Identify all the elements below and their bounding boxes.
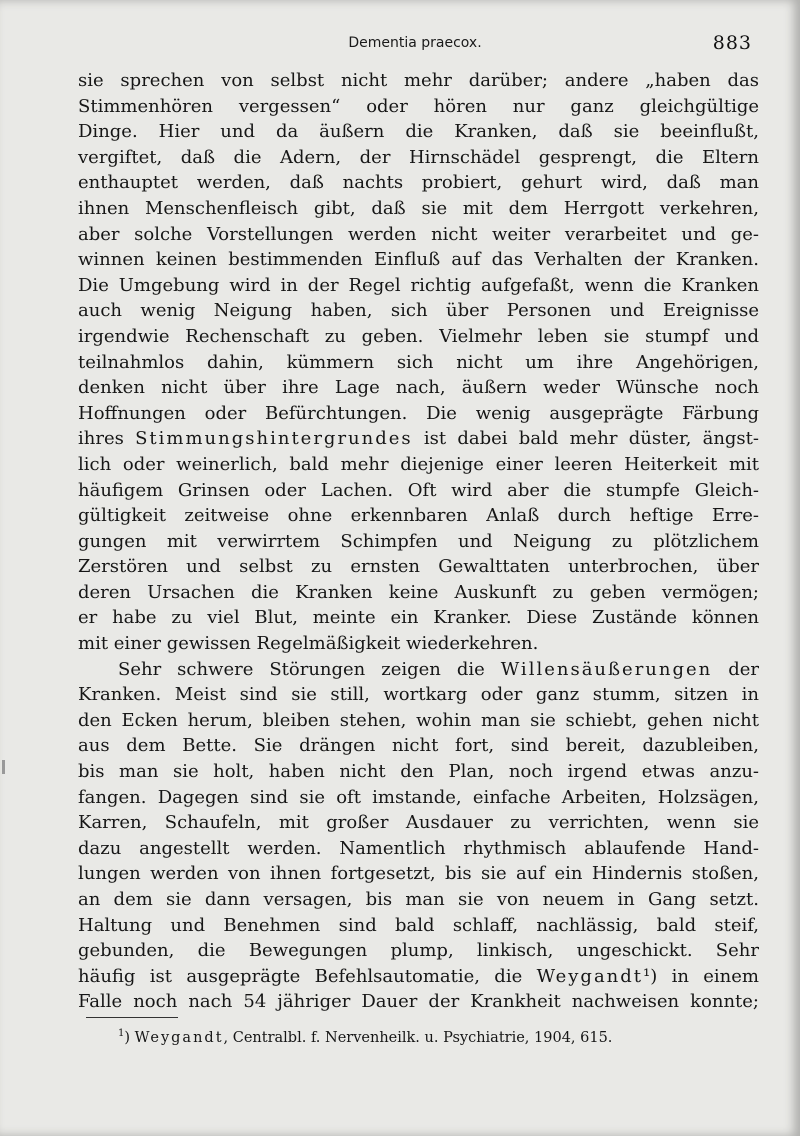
text-line: Hoffnungen oder Befürchtungen. Die wenig ausgeprägte Färbung — [78, 402, 759, 424]
text-line: häufig ist ausgeprägte Befehlsautomatie, die Weygandt¹) in einem — [78, 965, 759, 987]
text-line: gungen mit verwirrtem Schimpfen und Neigung zu plötzlichem — [78, 530, 759, 552]
page-number: 883 — [712, 32, 752, 54]
text-line: er habe zu viel Blut, meinte ein Kranker. Diese Zustände können — [78, 607, 759, 629]
text-line: enthauptet werden, daß nachts probiert, gehurt wird, daß man — [78, 172, 759, 194]
text-line: lungen werden von ihnen fortgesetzt, bis sie auf ein Hindernis stoßen, — [78, 863, 759, 885]
text-line: an dem sie dann versagen, bis man sie von neuem in Gang setzt. — [78, 889, 759, 910]
text-line: dazu angestellt werden. Namentlich rhythmisch ablaufende Hand- — [78, 837, 759, 859]
text-line: teilnahmlos dahin, kümmern sich nicht um ihre Angehörigen, — [78, 351, 759, 373]
text-line: gültigkeit zeitweise ohne erkennbaren Anlaß durch heftige Erre- — [78, 505, 759, 527]
text-line: gebunden, die Bewegungen plump, linkisch, ungeschickt. Sehr — [78, 940, 759, 962]
margin-mark — [2, 760, 5, 774]
text-line: aus dem Bette. Sie drängen nicht fort, sind bereit, dazubleiben, — [78, 735, 759, 757]
text-line: Haltung und Benehmen sind bald schlaff, nachlässig, bald steif, — [78, 914, 759, 936]
text-line: mit einer gewissen Regelmäßigkeit wiederkehren. — [78, 633, 539, 655]
text-line: Dinge. Hier und da äußern die Kranken, daß sie beeinflußt, — [78, 121, 759, 143]
text-line: häufigem Grinsen oder Lachen. Oft wird aber die stumpfe Gleich- — [78, 479, 759, 501]
footnote-marker: 1 — [118, 1028, 125, 1039]
text-line: Die Umgebung wird in der Regel richtig aufgefaßt, wenn die Kranken — [78, 274, 759, 296]
text-line: winnen keinen bestimmenden Einfluß auf das Verhalten der Kranken. — [78, 249, 759, 271]
text-line: Stimmenhören vergessen“ oder hören nur ganz gleichgültige — [78, 95, 759, 117]
footnote-text: ) Weygandt, Centralbl. f. Nervenheilk. u. Psychiatrie, 1904, 615. — [124, 1029, 613, 1046]
text-line: lich oder weinerlich, bald mehr diejenige einer leeren Heiterkeit mit — [78, 453, 759, 475]
footnote-rule — [86, 1017, 178, 1018]
body-text — [78, 68, 759, 1015]
text-line: ihnen Menschenfleisch gibt, daß sie mit dem Herrgott verkehren, — [78, 197, 759, 219]
text-line: aber solche Vorstellungen werden nicht weiter verarbeitet und ge- — [78, 223, 759, 245]
text-line: bis man sie holt, haben nicht den Plan, noch irgend etwas anzu- — [78, 761, 759, 783]
text-line: Karren, Schaufeln, mit großer Ausdauer zu verrichten, wenn sie — [78, 812, 759, 834]
text-line: Sehr schwere Störungen zeigen die Willensäußerungen der — [118, 658, 759, 680]
text-line: auch wenig Neigung haben, sich über Personen und Ereignisse — [78, 300, 759, 322]
text-line: vergiftet, daß die Adern, der Hirnschädel gesprengt, die Eltern — [78, 146, 759, 168]
text-line: Falle noch nach 54 jähriger Dauer der Krankheit nachweisen konnte; — [78, 991, 759, 1013]
running-title: Dementia praecox. — [348, 35, 482, 51]
text-line: den Ecken herum, bleiben stehen, wohin man sie schiebt, gehen nicht — [78, 709, 759, 731]
text-line: denken nicht über ihre Lage nach, äußern weder Wünsche noch — [78, 377, 759, 399]
text-line: Zerstören und selbst zu ernsten Gewalttaten unterbrochen, über — [78, 556, 759, 578]
footnote — [118, 1024, 758, 1048]
text-line: irgendwie Rechenschaft zu geben. Vielmehr leben sie stumpf und — [78, 325, 759, 347]
text-line: fangen. Dagegen sind sie oft imstande, einfache Arbeiten, Holzsägen, — [78, 786, 759, 808]
page-header — [78, 32, 752, 56]
text-line: deren Ursachen die Kranken keine Auskunft zu geben vermögen; — [78, 581, 759, 603]
text-line: ihres Stimmungshintergrundes ist dabei bald mehr düster, ängst- — [78, 428, 759, 450]
text-line: Kranken. Meist sind sie still, wortkarg oder ganz stumm, sitzen in — [78, 684, 759, 706]
text-line: sie sprechen von selbst nicht mehr darüber; andere „haben das — [78, 70, 759, 91]
